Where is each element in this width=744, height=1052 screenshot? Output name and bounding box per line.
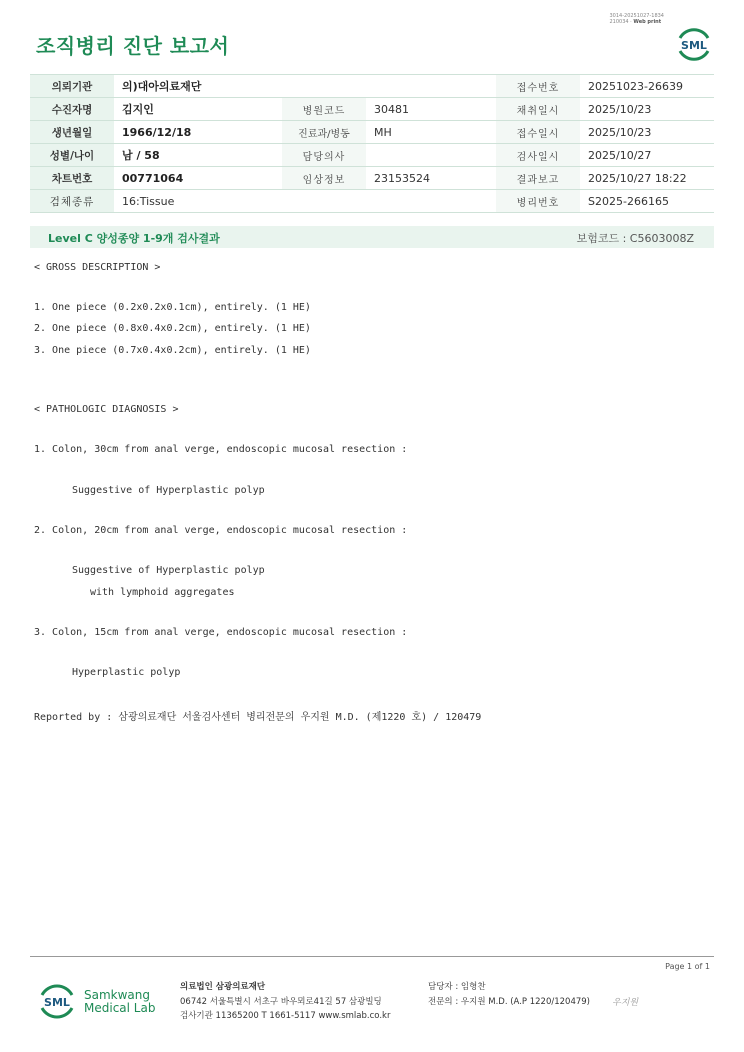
birth-date: 1966/12/18 — [114, 121, 282, 144]
diagnosis-subnote: with lymphoid aggregates — [90, 587, 235, 598]
report-title: 조직병리 진단 보고서 — [36, 34, 230, 58]
gross-item: 3. One piece (0.7x0.4x0.2cm), entirely. (1 HE) — [34, 345, 311, 356]
footer-divider — [30, 956, 714, 957]
print-id: 3014-20251027-1834 210034 · Web print — [609, 13, 664, 25]
brand-line2: Medical Lab — [84, 1001, 156, 1015]
gross-item: 2. One piece (0.8x0.4x0.2cm), entirely. (1 HE) — [34, 323, 311, 334]
test-date: 2025/10/27 — [580, 144, 714, 167]
test-level-banner — [30, 226, 714, 248]
samkwang-logo-text: SML — [44, 996, 70, 1009]
web-print-label: Web print — [633, 19, 662, 25]
diagnosis-site: 3. Colon, 15cm from anal verge, endoscopic mucosal resection : — [34, 627, 408, 638]
info-row — [30, 167, 714, 190]
hospital-code: 30481 — [366, 98, 496, 121]
requesting-org: 의)대아의료재단 — [114, 75, 496, 98]
test-level: Level C 양성종양 1-9개 검사결과 — [48, 232, 220, 245]
label-chart-number: 차트번호 — [30, 167, 114, 190]
label-receipt-number: 접수번호 — [496, 75, 580, 98]
label-pathology-number: 병리번호 — [496, 190, 580, 213]
receipt-number: 20251023-26639 — [580, 75, 714, 98]
result-report-date: 2025/10/27 18:22 — [580, 167, 714, 190]
label-sex-age: 성별/나이 — [30, 144, 114, 167]
diagnosis-result: Suggestive of Hyperplastic polyp — [72, 565, 265, 576]
label-specimen-type: 검체종류 — [30, 190, 114, 213]
clinical-info: 23153524 — [366, 167, 496, 190]
footer-org-name: 의료법인 삼광의료재단 — [180, 982, 266, 992]
label-collection-date: 채취일시 — [496, 98, 580, 121]
info-row — [30, 98, 714, 121]
label-result-report: 결과보고 — [496, 167, 580, 190]
footer-address: 06742 서울특별시 서초구 바우뫼로41길 57 삼광빌딩 — [180, 996, 382, 1007]
pathology-number: S2025-266165 — [580, 190, 714, 213]
diagnosis-site: 1. Colon, 30cm from anal verge, endoscopic mucosal resection : — [34, 444, 408, 455]
label-received-date: 접수일시 — [496, 121, 580, 144]
department: MH — [366, 121, 496, 144]
page-number: Page 1 of 1 — [665, 962, 710, 971]
info-row — [30, 190, 714, 213]
collection-date: 2025/10/23 — [580, 98, 714, 121]
label-patient-name: 수진자명 — [30, 98, 114, 121]
footer-org-info — [180, 980, 390, 1024]
staff-name: 임형찬 — [460, 982, 486, 992]
label-test-date: 검사일시 — [496, 144, 580, 167]
samkwang-logo-icon — [36, 980, 78, 1022]
label-requesting-org: 의뢰기관 — [30, 75, 114, 98]
print-id-line2: 210034 — [609, 19, 629, 25]
reported-by: Reported by : 삼광의료재단 서울검사센터 병리전문의 우지원 M.D. (제1220 호) / 120479 — [34, 712, 482, 723]
patient-info-table — [30, 74, 714, 213]
patient-name: 김지인 — [114, 98, 282, 121]
footer-brand — [84, 989, 155, 1015]
diagnosis-result: Suggestive of Hyperplastic polyp — [72, 485, 265, 496]
footer-contact: 검사기관 11365200 T 1661-5117 www.smlab.co.kr — [180, 1011, 391, 1021]
diagnosis-result: Hyperplastic polyp — [72, 667, 181, 678]
sml-logo-icon — [674, 24, 714, 64]
specialist-label: 전문의 : — [428, 996, 459, 1007]
received-date: 2025/10/23 — [580, 121, 714, 144]
diagnosis-site: 2. Colon, 20cm from anal verge, endoscopic mucosal resection : — [34, 525, 408, 536]
gross-description-header: < GROSS DESCRIPTION > — [34, 262, 161, 273]
info-row — [30, 75, 714, 98]
footer-staff-info — [428, 980, 590, 1009]
info-row — [30, 121, 714, 144]
label-department: 진료과/병동 — [282, 121, 366, 144]
label-physician: 담당의사 — [282, 144, 366, 167]
label-clinical-info: 임상정보 — [282, 167, 366, 190]
sml-logo-text: SML — [681, 39, 707, 52]
gross-item: 1. One piece (0.2x0.2x0.1cm), entirely. (1 HE) — [34, 302, 311, 313]
staff-label: 담당자 : — [428, 982, 459, 992]
specialist-name: 우지원 M.D. (A.P 1220/120479) — [460, 996, 590, 1007]
insurance-code: 보험코드 : C5603008Z — [576, 232, 694, 245]
chart-number: 00771064 — [114, 167, 282, 190]
sex-age: 남 / 58 — [114, 144, 282, 167]
print-id-line1: 3014-20251027-1834 — [609, 13, 664, 19]
specimen-type: 16:Tissue — [114, 190, 496, 213]
label-hospital-code: 병원코드 — [282, 98, 366, 121]
info-row — [30, 144, 714, 167]
label-birth-date: 생년월일 — [30, 121, 114, 144]
signature: 우지원 — [612, 998, 639, 1008]
brand-line1: Samkwang — [84, 988, 150, 1002]
pathologic-diagnosis-header: < PATHOLOGIC DIAGNOSIS > — [34, 404, 179, 415]
physician — [366, 144, 496, 167]
